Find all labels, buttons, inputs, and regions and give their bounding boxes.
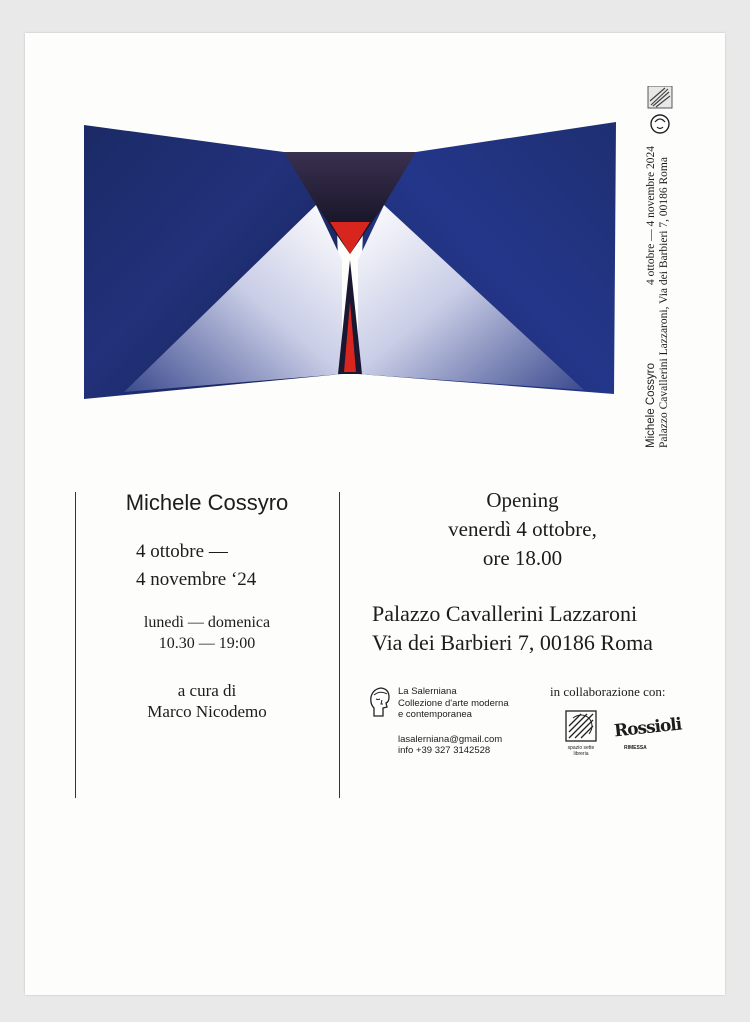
- venue: [340, 599, 700, 657]
- opening-hours: [76, 612, 338, 654]
- venue-name: Palazzo Cavallerini Lazzaroni: [372, 601, 638, 626]
- venue-address: Via dei Barbieri 7, 00186 Roma: [372, 630, 653, 655]
- opening-title: Opening: [486, 488, 559, 512]
- opening-date: venerdì 4 ottobre,: [448, 517, 597, 541]
- event-column: [340, 486, 700, 657]
- organizer-phone: info +39 327 3142528: [398, 745, 491, 756]
- curator: [76, 680, 338, 722]
- date-end: 4 novembre ‘24: [136, 569, 257, 590]
- vertical-artist: Michele Cossyro: [645, 363, 657, 448]
- opening-info: [340, 486, 705, 573]
- vertical-info: [645, 86, 675, 448]
- exhibition-dates: [126, 538, 338, 594]
- vertical-dates: 4 ottobre — 4 novembre 2024: [645, 146, 657, 285]
- organizer-email[interactable]: lasalerniana@gmail.com: [398, 733, 503, 745]
- partner2-logo: Rossioli: [613, 714, 683, 742]
- curator-name: Marco Nicodemo: [147, 702, 267, 721]
- opening-time: ore 18.00: [482, 546, 563, 570]
- artist-name: Michele Cossyro: [125, 490, 289, 515]
- partner1-caption: spazio sette libreria: [567, 745, 595, 757]
- partner2-caption: RIMESSA: [624, 745, 647, 751]
- organizer-name: La Salerniana: [398, 686, 457, 697]
- curator-label: a cura di: [177, 681, 237, 700]
- organizer-desc1: Collezione d'arte moderna: [398, 697, 509, 709]
- artwork-image: [84, 122, 616, 402]
- vertical-address: Palazzo Cavallerini Lazzaroni, Via dei Barbieri 7, 00186 Roma: [658, 157, 670, 448]
- side-logos: [647, 86, 673, 136]
- hours-days: lunedì — domenica: [143, 614, 271, 631]
- classical-head-icon: [651, 115, 669, 133]
- details-column: [76, 488, 338, 722]
- spiral-logo-icon: [565, 710, 597, 744]
- date-start: 4 ottobre —: [136, 541, 228, 562]
- collaboration-label: in collaborazione con:: [550, 684, 666, 699]
- organizer-desc2: e contemporanea: [398, 709, 472, 720]
- classical-head-icon: [368, 686, 392, 720]
- hours-times: 10.30 — 19:00: [158, 635, 256, 652]
- spiral-logo-icon: [648, 86, 672, 108]
